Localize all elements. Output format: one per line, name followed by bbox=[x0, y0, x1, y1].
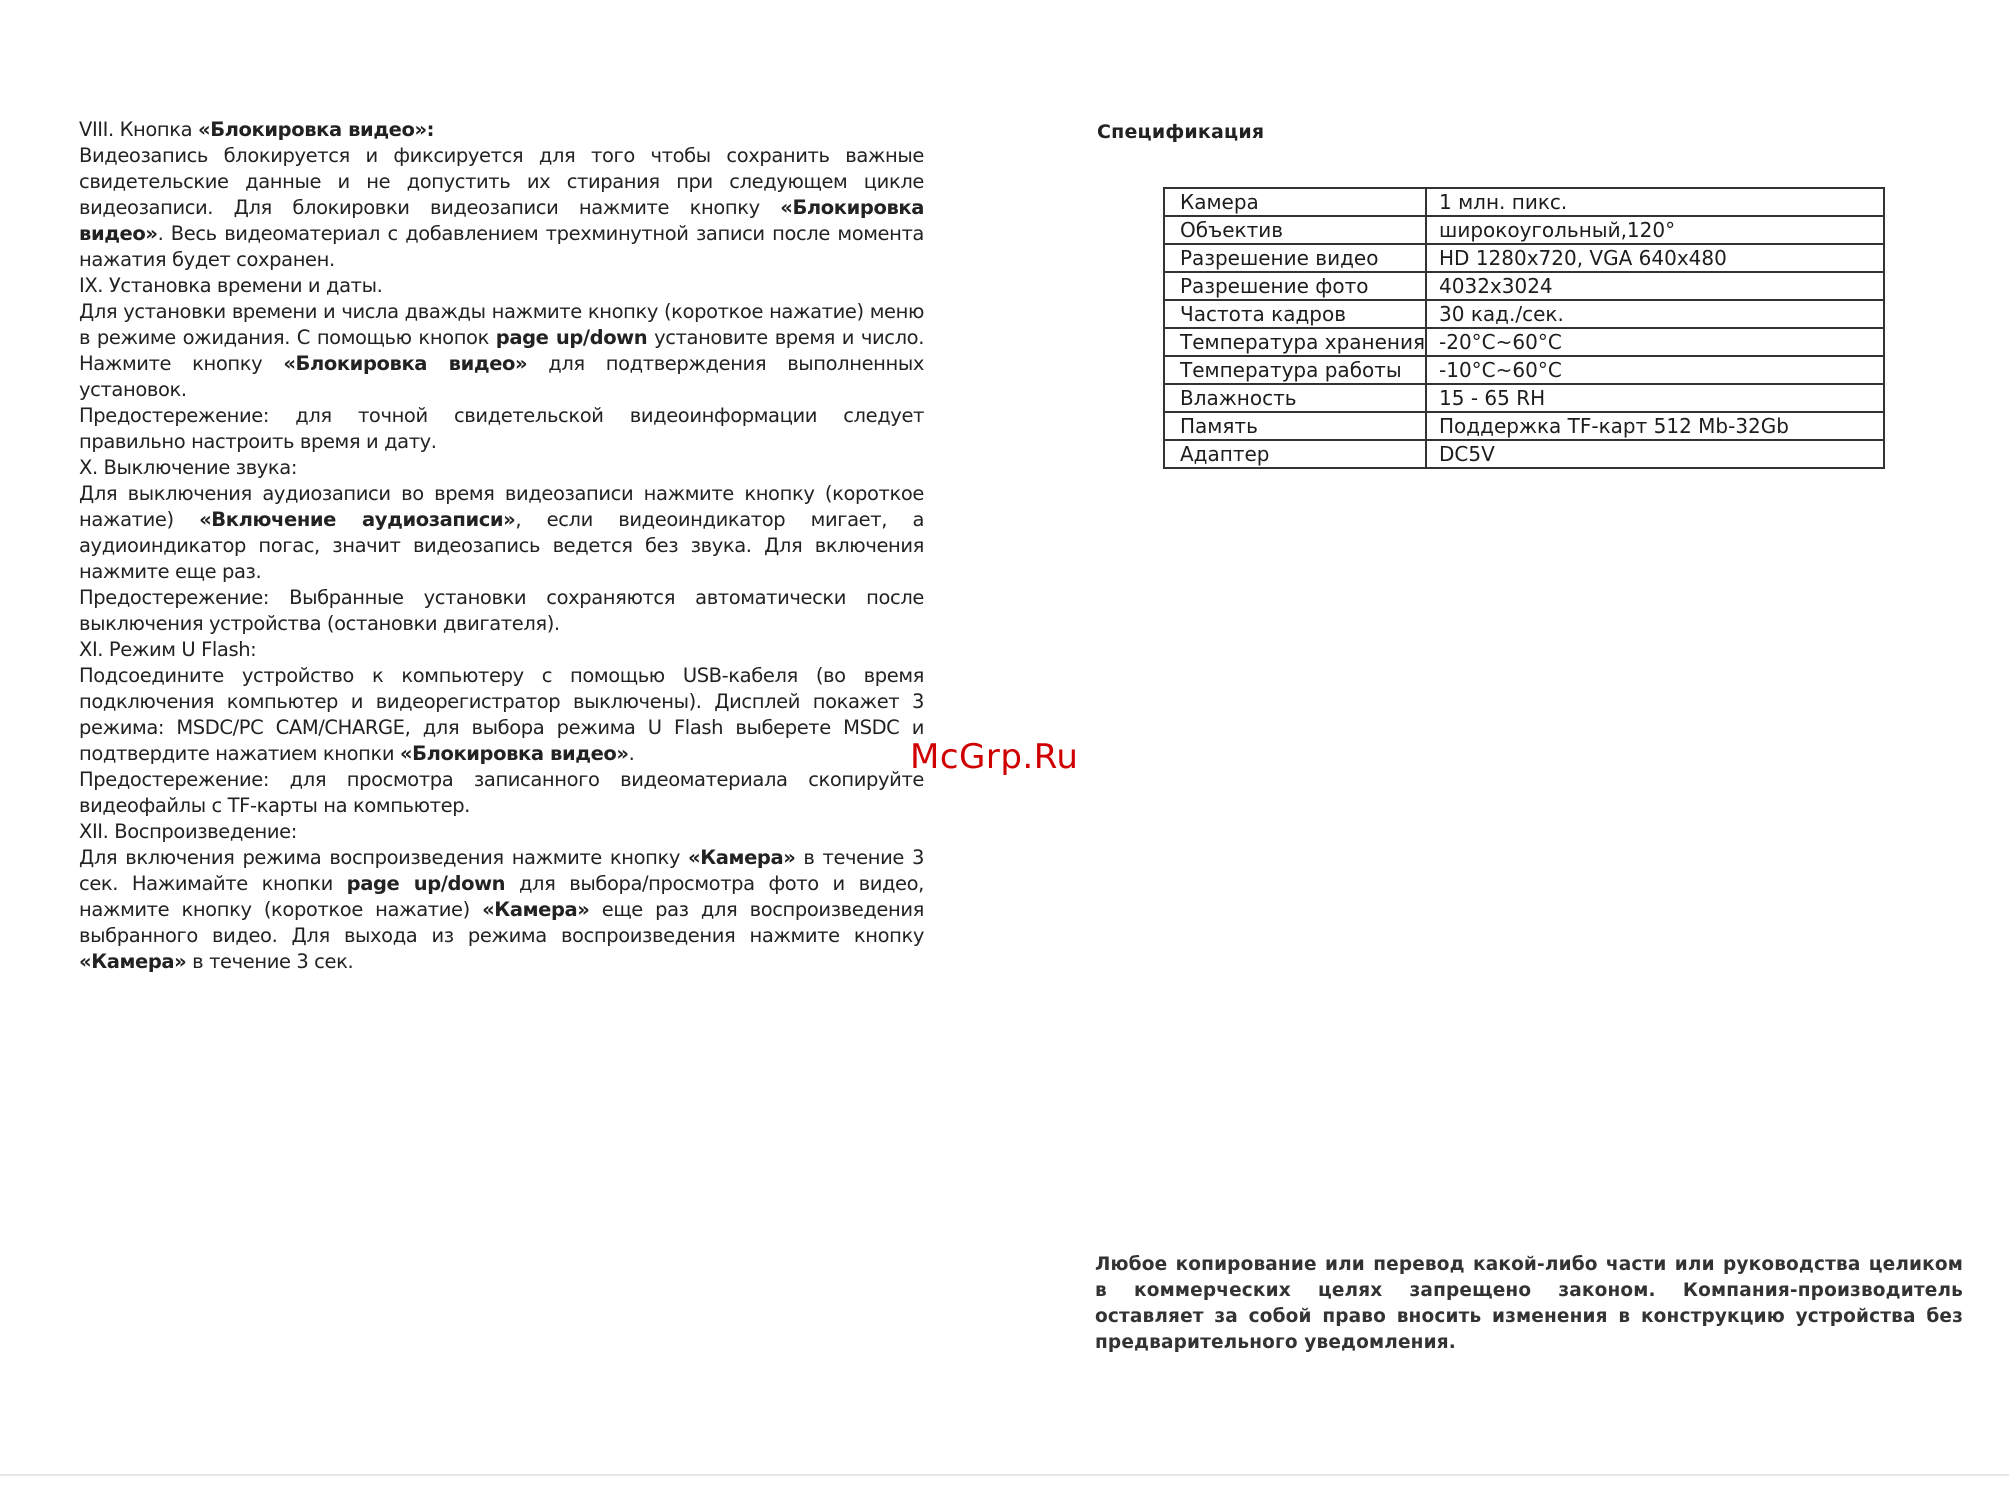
section-8-heading: VIII. Кнопка «Блокировка видео»: bbox=[79, 118, 435, 141]
spec-key: Объектив bbox=[1164, 216, 1426, 244]
spec-value: 15 - 65 RH bbox=[1426, 384, 1884, 412]
legal-notice: Любое копирование или перевод какой-либо части или руководства целиком в коммерческих целях запрещено законом. Компания-производитель оставляет за собой право вносить изменения в конструкцию устройства без предварительного уведомления. bbox=[1095, 1254, 1963, 1353]
spec-value: DC5V bbox=[1426, 440, 1884, 468]
section-11-warning: Предостережение: для просмотра записанного видеоматериала скопируйте видеофайлы с TF-карты на компьютер. bbox=[79, 768, 924, 817]
section-12-text: Для включения режима воспроизведения нажмите кнопку «Камера» в течение 3 сек. Нажимайте кнопки page up/down для выбора/просмотра фото и видео, нажмите кнопку (короткое нажатие) «Камера» еще раз для воспроизведения выбранного видео. Для выхода из режима воспроизведения нажмите кнопку «Камера» в течение 3 сек. bbox=[79, 846, 924, 973]
section-9-heading: IX. Установка времени и даты. bbox=[79, 274, 383, 297]
spec-key: Температура работы bbox=[1164, 356, 1426, 384]
spec-value: Поддержка TF-карт 512 Mb-32Gb bbox=[1426, 412, 1884, 440]
spec-row bbox=[1164, 188, 1884, 216]
section-8-text: Видеозапись блокируется и фиксируется для того чтобы сохранить важные свидетельские данные и не допустить их стирания при следующем цикле видеозаписи. Для блокировки видеозаписи нажмите кнопку «Блокировка видео». Весь видеоматериал с добавлением трехминутной записи после момента нажатия будет сохранен. bbox=[79, 144, 924, 271]
section-11-text: Подсоедините устройство к компьютеру с помощью USB-кабеля (во время подключения компьютер и видеорегистратор выключены). Дисплей покажет 3 режима: MSDC/PC CAM/CHARGE, для выбора режима U Flash выберете MSDC и подтвердите нажатием кнопки «Блокировка видео». bbox=[79, 664, 924, 765]
spec-key: Адаптер bbox=[1164, 440, 1426, 468]
spec-key: Температура хранения bbox=[1164, 328, 1426, 356]
section-10-text: Для выключения аудиозаписи во время видеозаписи нажмите кнопку (короткое нажатие) «Включение аудиозаписи», если видеоиндикатор мигает, а аудиоиндикатор погас, значит видеозапись ведется без звука. Для включения нажмите еще раз. bbox=[79, 482, 924, 583]
spec-row bbox=[1164, 328, 1884, 356]
spec-key: Влажность bbox=[1164, 384, 1426, 412]
section-12-heading: XII. Воспроизведение: bbox=[79, 820, 297, 843]
spec-key: Память bbox=[1164, 412, 1426, 440]
section-9-text: Для установки времени и числа дважды нажмите кнопку (короткое нажатие) меню в режиме ожидания. С помощью кнопок page up/down установите время и число. Нажмите кнопку «Блокировка видео» для подтверждения выполненных установок. bbox=[79, 300, 925, 401]
spec-row bbox=[1164, 440, 1884, 468]
spec-value: 30 кад./сек. bbox=[1426, 300, 1884, 328]
spec-row bbox=[1164, 300, 1884, 328]
spec-title: Спецификация bbox=[1097, 121, 1265, 143]
spec-row bbox=[1164, 244, 1884, 272]
spec-key: Разрешение видео bbox=[1164, 244, 1426, 272]
spec-row bbox=[1164, 272, 1884, 300]
section-10-heading: X. Выключение звука: bbox=[79, 456, 298, 479]
section-9-warning: Предостережение: для точной свидетельской видеоинформации следует правильно настроить время и дату. bbox=[79, 404, 924, 453]
spec-row bbox=[1164, 356, 1884, 384]
spec-value: -20°C~60°C bbox=[1426, 328, 1884, 356]
spec-row bbox=[1164, 412, 1884, 440]
spec-key: Разрешение фото bbox=[1164, 272, 1426, 300]
watermark: McGrp.Ru bbox=[910, 737, 1079, 777]
spec-value: 4032x3024 bbox=[1426, 272, 1884, 300]
section-10-warning: Предостережение: Выбранные установки сохраняются автоматически после выключения устройства (остановки двигателя). bbox=[79, 586, 924, 635]
spec-table bbox=[1163, 187, 1885, 469]
spec-value: широкоугольный,120° bbox=[1426, 216, 1884, 244]
scan-edge-line bbox=[0, 1474, 2009, 1476]
spec-key: Частота кадров bbox=[1164, 300, 1426, 328]
spec-row bbox=[1164, 216, 1884, 244]
spec-value: HD 1280x720, VGA 640x480 bbox=[1426, 244, 1884, 272]
spec-row bbox=[1164, 384, 1884, 412]
spec-value: -10°C~60°C bbox=[1426, 356, 1884, 384]
spec-value: 1 млн. пикс. bbox=[1426, 188, 1884, 216]
instructions-column bbox=[79, 117, 924, 975]
section-11-heading: XI. Режим U Flash: bbox=[79, 638, 257, 661]
spec-key: Камера bbox=[1164, 188, 1426, 216]
